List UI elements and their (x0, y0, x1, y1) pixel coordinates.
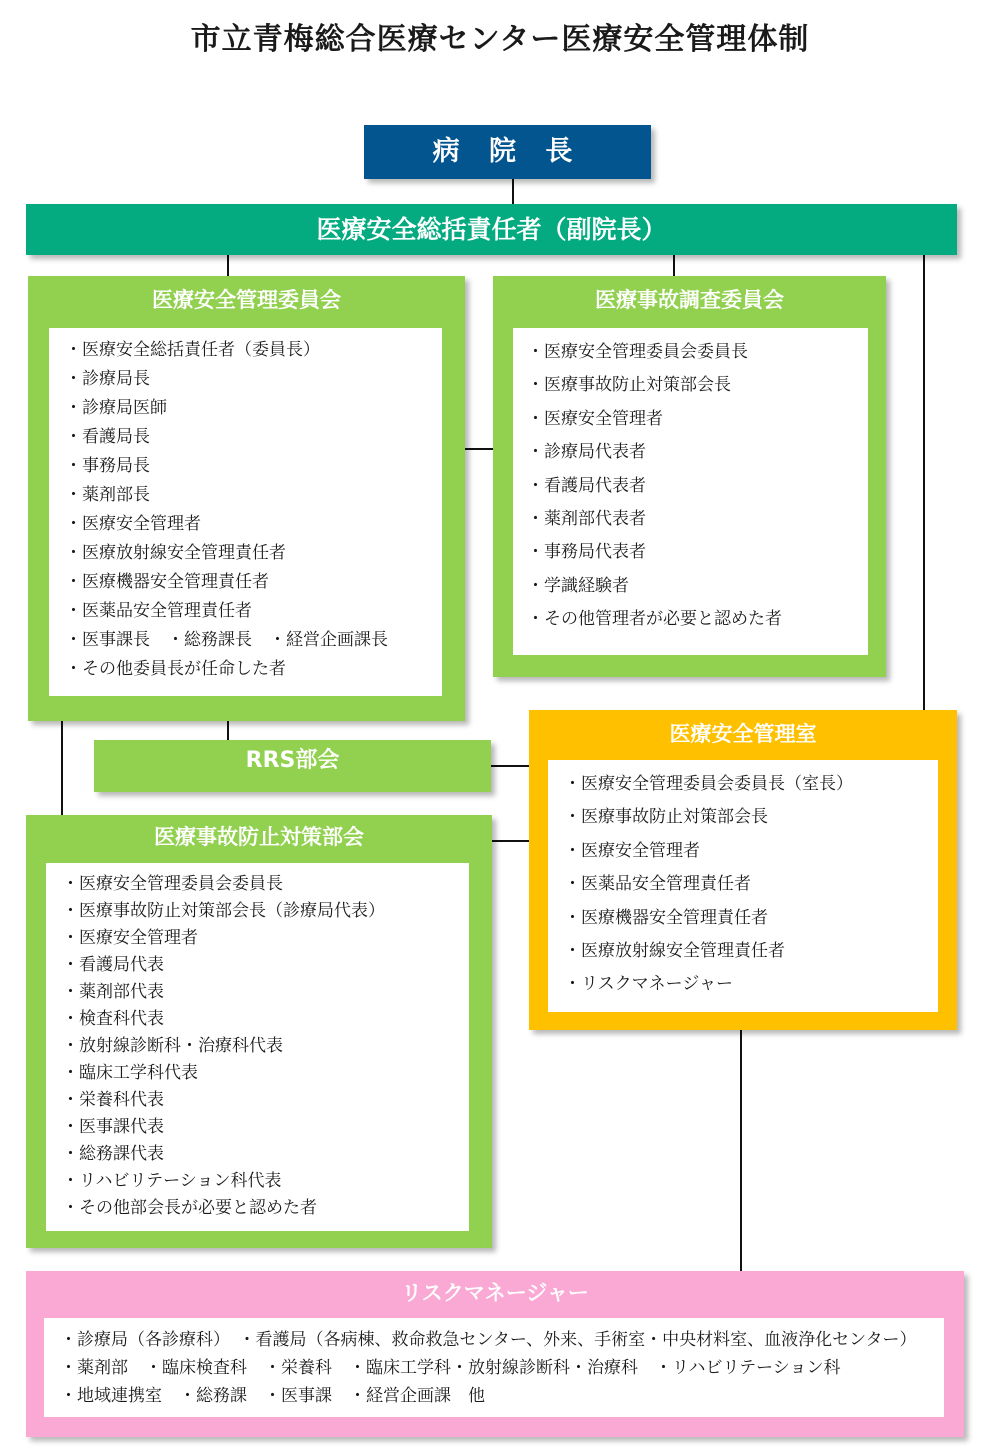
safety-office-members (548, 760, 938, 1012)
list-item: ・その他管理者が必要と認めた者 (527, 609, 782, 630)
connector-general-investigation (673, 255, 675, 276)
list-item: ・医療安全管理者 (62, 928, 198, 948)
list-item: ・事務局代表者 (527, 542, 646, 563)
director-label: 病 院 長 (432, 136, 583, 167)
list-item: ・事務局長 (65, 456, 150, 476)
safety-committee-box (28, 276, 465, 721)
list-item: ・医療放射線安全管理責任者 (65, 543, 286, 563)
list-item: ・薬剤部代表者 (527, 509, 646, 530)
list-item: ・看護局長 (65, 427, 150, 447)
list-item: ・総務課代表 (62, 1144, 164, 1164)
list-item: ・医療安全管理者 (527, 408, 663, 429)
list-item: ・リスクマネージャー (564, 974, 733, 995)
investigation-committee-members (513, 328, 868, 655)
list-item: ・医療事故防止対策部会長（診療局代表） (62, 901, 385, 921)
safety-committee-members (49, 328, 442, 696)
list-item: ・診療局（各診療科） ・看護局（各病棟、救命救急センター、外来、手術室・中央材料室、血液浄化センター） (60, 1330, 917, 1350)
list-item: ・医療安全管理委員会委員長 (527, 342, 748, 362)
safety-office-box (529, 710, 957, 1030)
list-item: ・薬剤部 ・臨床検査科 ・栄養科 ・臨床工学科・放射線診断科・治療科 ・リハビリテーション科 (60, 1358, 841, 1378)
list-item: ・リハビリテーション科代表 (62, 1171, 282, 1191)
list-item: ・医薬品安全管理責任者 (65, 601, 252, 621)
general-manager-box (26, 204, 957, 255)
list-item: ・診療局医師 (65, 398, 167, 418)
risk-managers-title: リスクマネージャー (401, 1281, 589, 1305)
prevention-committee-members (46, 863, 469, 1231)
page-title: 市立青梅総合医療センター医療安全管理体制 (190, 22, 810, 57)
list-item: ・医療機器安全管理責任者 (564, 907, 768, 928)
list-item: ・薬剤部代表 (62, 982, 164, 1002)
list-item: ・医事課長 ・総務課長 ・経営企画課長 (65, 630, 388, 650)
connector-office-risk (740, 1030, 742, 1271)
list-item: ・その他委員長が任命した者 (65, 659, 286, 679)
connector-rrs-office (491, 765, 529, 767)
list-item: ・医療安全管理者 (65, 514, 201, 534)
list-item: ・医薬品安全管理責任者 (564, 874, 751, 895)
list-item: ・看護局代表 (62, 955, 164, 975)
safety-office-title: 医療安全管理室 (669, 722, 817, 746)
list-item: ・医療安全総括責任者（委員長） (65, 340, 320, 360)
list-item: ・診療局長 (65, 369, 150, 389)
investigation-committee-title: 医療事故調査委員会 (595, 288, 784, 312)
list-item: ・医療事故防止対策部会長 (527, 375, 731, 396)
list-item: ・放射線診断科・治療科代表 (62, 1036, 283, 1056)
list-item: ・臨床工学科代表 (62, 1063, 198, 1083)
list-item: ・地域連携室 ・総務課 ・医事課 ・経営企画課 他 (60, 1386, 485, 1406)
list-item: ・診療局代表者 (527, 442, 646, 463)
connector-director-general (512, 179, 514, 204)
rrs-label: RRS部会 (245, 748, 340, 773)
connector-general-office (923, 255, 925, 710)
safety-committee-title: 医療安全管理委員会 (152, 288, 341, 312)
investigation-committee-box (493, 276, 886, 677)
list-item: ・医療安全管理委員会委員長（室長） (564, 774, 853, 794)
list-item: ・その他部会長が必要と認めた者 (62, 1198, 317, 1218)
list-item: ・医療安全管理委員会委員長 (62, 874, 283, 894)
connector-general-committee (227, 255, 229, 276)
list-item: ・学識経験者 (527, 575, 629, 596)
list-item: ・医療安全管理者 (564, 840, 700, 861)
general-manager-label: 医療安全総括責任者（副院長） (316, 215, 667, 244)
list-item: ・検査科代表 (62, 1009, 164, 1029)
risk-managers-list (44, 1318, 944, 1417)
connector-committee-prevention (61, 721, 63, 815)
list-item: ・栄養科代表 (62, 1090, 164, 1110)
list-item: ・医療機器安全管理責任者 (65, 572, 269, 592)
list-item: ・医療放射線安全管理責任者 (564, 941, 785, 962)
connector-prevention-office (492, 840, 529, 842)
list-item: ・医療事故防止対策部会長 (564, 807, 768, 828)
rrs-box (94, 740, 491, 792)
connector-committee-investigation (465, 448, 493, 450)
list-item: ・薬剤部長 (65, 485, 150, 505)
director-box (364, 125, 651, 179)
connector-committee-rrs (227, 721, 229, 740)
list-item: ・看護局代表者 (527, 475, 646, 496)
prevention-committee-title: 医療事故防止対策部会 (154, 825, 364, 849)
list-item: ・医事課代表 (62, 1117, 164, 1137)
risk-managers-box (26, 1271, 964, 1437)
prevention-committee-box (26, 815, 492, 1248)
